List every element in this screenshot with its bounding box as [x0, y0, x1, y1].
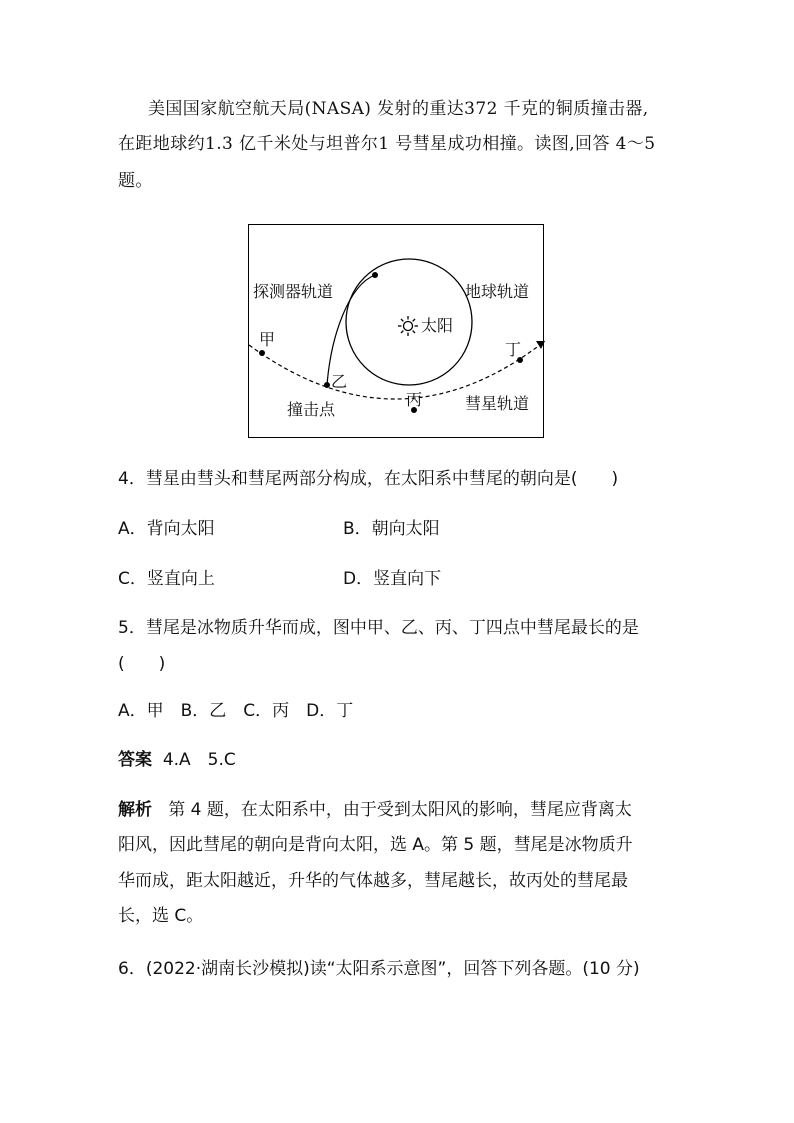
question-4-stem: 4．彗星由彗头和彗尾两部分构成，在太阳系中彗尾的朝向是( )	[118, 469, 619, 489]
solar-orbit-figure	[248, 224, 544, 438]
answer-label: 答案	[118, 750, 152, 770]
answer-text: 4.A 5.C	[162, 750, 236, 770]
point-yi-dot	[324, 382, 330, 388]
intro-line-2: 在距地球约1.3 亿千米处与坦普尔1 号彗星成功相撞。读图,回答 4～5	[118, 134, 656, 154]
orbit-diagram	[249, 225, 545, 439]
sun-label: 太阳	[421, 316, 454, 335]
analysis-label: 解析	[118, 800, 152, 820]
impact-point-label: 撞击点	[287, 400, 336, 419]
q4-option-a: A．背向太阳	[118, 519, 215, 539]
intro-line-3: 题。	[118, 171, 153, 191]
earth-point	[372, 272, 378, 278]
answer-row	[118, 748, 236, 772]
q4-option-c: C．竖直向上	[118, 569, 215, 589]
comet-orbit-path	[249, 341, 545, 399]
question-5-stem-bracket: ( )	[118, 654, 166, 674]
point-jia-dot	[259, 350, 265, 356]
question-5-stem: 5．彗尾是冰物质升华而成，图中甲、乙、丙、丁四点中彗尾最长的是	[118, 618, 639, 638]
q4-option-b: B．朝向太阳	[343, 519, 440, 539]
q4-option-d: D．竖直向下	[343, 569, 442, 589]
q5-options: A．甲 B．乙 C．丙 D．丁	[118, 701, 354, 721]
point-yi-label: 乙	[331, 372, 348, 391]
comet-orbit-arrow	[536, 341, 545, 349]
point-bing-label: 丙	[406, 390, 423, 409]
analysis-line-3: 华而成，距太阳越近，升华的气体越多，彗尾越长，故丙处的彗尾最	[118, 871, 628, 891]
analysis-line-1	[118, 798, 632, 822]
probe-orbit-label: 探测器轨道	[253, 282, 334, 301]
analysis-text-1: 第 4 题，在太阳系中，由于受到太阳风的影响，彗尾应背离太	[168, 800, 632, 820]
analysis-line-2: 阳风，因此彗尾的朝向是背向太阳，选 A。第 5 题，彗尾是冰物质升	[118, 835, 633, 855]
point-ding-label: 丁	[505, 340, 522, 359]
earth-orbit-label: 地球轨道	[465, 282, 530, 301]
point-jia-label: 甲	[259, 330, 276, 349]
question-6-stem: 6．(2022·湖南长沙模拟)读“太阳系示意图”，回答下列各题。(10 分)	[118, 959, 640, 979]
comet-orbit-label: 彗星轨道	[465, 394, 530, 413]
probe-orbit-path	[327, 275, 375, 385]
sun-icon	[398, 316, 418, 336]
analysis-line-4: 长，选 C。	[118, 906, 204, 926]
intro-line-1: 美国国家航空航天局(NASA) 发射的重达372 千克的铜质撞击器,	[148, 99, 649, 119]
